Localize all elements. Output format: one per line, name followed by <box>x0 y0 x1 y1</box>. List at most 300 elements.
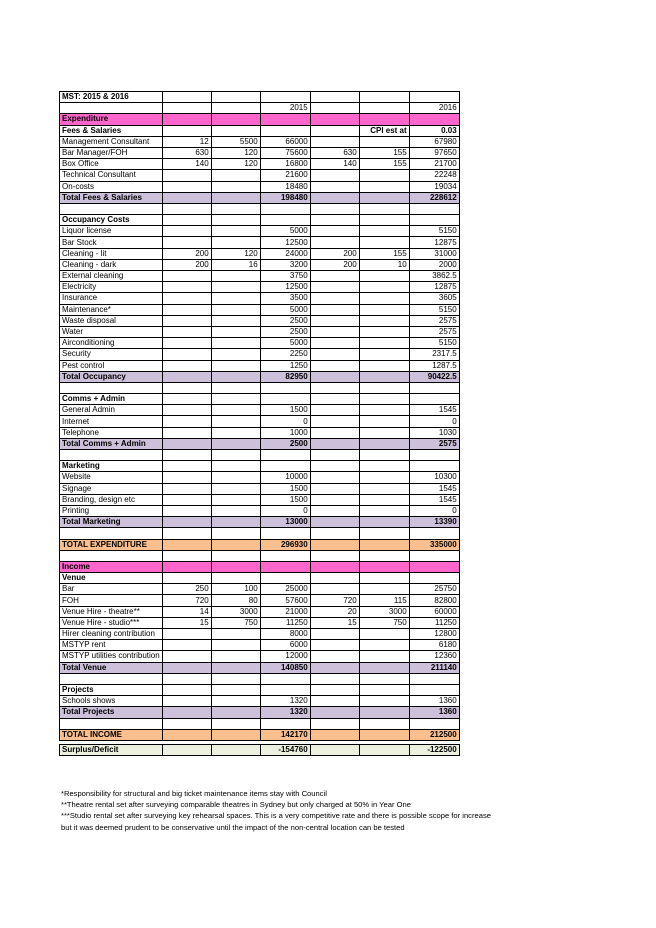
value-cell: 720 <box>310 595 359 606</box>
value-cell: 1287.5 <box>409 360 459 371</box>
value-cell <box>310 505 359 516</box>
value-cell: 1545 <box>409 494 459 505</box>
row-label-cell: Venue <box>60 573 163 584</box>
value-cell: 115 <box>359 595 409 606</box>
value-cell <box>162 517 211 528</box>
value-cell <box>310 293 359 304</box>
row-label-cell: Projects <box>60 684 163 695</box>
value-cell: 5500 <box>211 136 260 147</box>
value-cell <box>310 125 359 136</box>
value-cell: 5150 <box>409 338 459 349</box>
value-cell <box>310 483 359 494</box>
value-cell <box>211 573 260 584</box>
value-cell <box>162 92 211 103</box>
value-cell <box>162 718 211 729</box>
value-cell: 120 <box>211 159 260 170</box>
value-cell: 2500 <box>260 315 310 326</box>
value-cell: 2016 <box>409 103 459 114</box>
value-cell: 12360 <box>409 651 459 662</box>
value-cell <box>310 416 359 427</box>
sheet-row <box>60 293 460 304</box>
row-label-cell: MST: 2015 & 2016 <box>60 92 163 103</box>
value-cell <box>359 561 409 572</box>
sheet-row <box>60 136 460 147</box>
value-cell <box>359 673 409 684</box>
value-cell <box>162 394 211 405</box>
footnotes <box>61 788 621 833</box>
value-cell <box>211 461 260 472</box>
row-label-cell: Cleaning - lit <box>60 248 163 259</box>
value-cell: 198480 <box>260 192 310 203</box>
value-cell: 155 <box>359 248 409 259</box>
sheet-row <box>60 517 460 528</box>
value-cell <box>359 203 409 214</box>
value-cell <box>359 696 409 707</box>
row-label-cell: Printing <box>60 505 163 516</box>
value-cell <box>162 662 211 673</box>
value-cell: 630 <box>162 147 211 158</box>
value-cell <box>359 584 409 595</box>
value-cell: 90422.5 <box>409 371 459 382</box>
row-label-cell: MSTYP rent <box>60 640 163 651</box>
row-label-cell: Venue Hire - studio*** <box>60 617 163 628</box>
value-cell <box>162 427 211 438</box>
value-cell <box>310 651 359 662</box>
value-cell <box>310 528 359 539</box>
value-cell <box>162 696 211 707</box>
value-cell <box>260 114 310 125</box>
footnote-studio-rental: ***Studio rental set after surveying key rehearsal spaces. This is a very competitive rate and there is possible scope for increase <box>61 811 491 821</box>
sheet-row <box>60 427 460 438</box>
value-cell <box>310 271 359 282</box>
value-cell <box>260 673 310 684</box>
sheet-row <box>60 640 460 651</box>
value-cell <box>359 315 409 326</box>
value-cell <box>260 573 310 584</box>
value-cell: 200 <box>162 259 211 270</box>
value-cell: 16 <box>211 259 260 270</box>
value-cell <box>409 673 459 684</box>
row-label-cell: Schools shows <box>60 696 163 707</box>
value-cell: 630 <box>310 147 359 158</box>
row-label-cell: Income <box>60 561 163 572</box>
sheet-row <box>60 707 460 718</box>
value-cell <box>310 640 359 651</box>
sheet-row <box>60 450 460 461</box>
footnote-studio-rental-cont: but it was deemed prudent to be conservative until the impact of the non-central location can be tested <box>61 822 405 832</box>
value-cell: 3000 <box>211 606 260 617</box>
value-cell <box>211 718 260 729</box>
value-cell: 12800 <box>409 629 459 640</box>
row-label-cell: Bar Stock <box>60 237 163 248</box>
value-cell <box>359 651 409 662</box>
sheet-row <box>60 360 460 371</box>
sheet-row <box>60 617 460 628</box>
row-label-cell: Water <box>60 326 163 337</box>
value-cell: 25750 <box>409 584 459 595</box>
sheet-row <box>60 550 460 561</box>
value-cell <box>211 684 260 695</box>
value-cell: 0.03 <box>409 125 459 136</box>
value-cell: 2000 <box>409 259 459 270</box>
value-cell <box>310 450 359 461</box>
value-cell <box>359 371 409 382</box>
value-cell <box>162 438 211 449</box>
value-cell <box>310 315 359 326</box>
sheet-row <box>60 539 460 550</box>
value-cell <box>211 226 260 237</box>
value-cell: 1030 <box>409 427 459 438</box>
value-cell <box>211 114 260 125</box>
value-cell <box>211 181 260 192</box>
value-cell: 6180 <box>409 640 459 651</box>
value-cell: -154760 <box>260 744 310 755</box>
value-cell <box>310 181 359 192</box>
value-cell <box>211 472 260 483</box>
value-cell: 12000 <box>260 651 310 662</box>
value-cell: 60000 <box>409 606 459 617</box>
sheet-row <box>60 416 460 427</box>
value-cell <box>310 92 359 103</box>
value-cell <box>409 92 459 103</box>
value-cell: 335000 <box>409 539 459 550</box>
sheet-row <box>60 461 460 472</box>
value-cell <box>310 461 359 472</box>
value-cell <box>359 707 409 718</box>
sheet-row <box>60 147 460 158</box>
value-cell <box>359 304 409 315</box>
sheet-row <box>60 662 460 673</box>
value-cell <box>162 114 211 125</box>
value-cell <box>162 170 211 181</box>
value-cell <box>211 416 260 427</box>
value-cell <box>162 472 211 483</box>
value-cell <box>409 203 459 214</box>
row-label-cell: Total Comms + Admin <box>60 438 163 449</box>
value-cell <box>359 461 409 472</box>
sheet-row <box>60 371 460 382</box>
value-cell <box>359 103 409 114</box>
value-cell <box>162 103 211 114</box>
value-cell <box>211 438 260 449</box>
row-label-cell: External cleaning <box>60 271 163 282</box>
value-cell: 140 <box>310 159 359 170</box>
value-cell <box>162 461 211 472</box>
value-cell <box>260 382 310 393</box>
row-label-cell: Venue Hire - theatre** <box>60 606 163 617</box>
value-cell: 296930 <box>260 539 310 550</box>
sheet-row <box>60 729 460 740</box>
value-cell <box>310 718 359 729</box>
value-cell <box>310 744 359 755</box>
sheet-row <box>60 573 460 584</box>
value-cell: 57600 <box>260 595 310 606</box>
value-cell <box>260 215 310 226</box>
value-cell <box>359 92 409 103</box>
value-cell <box>310 684 359 695</box>
value-cell <box>359 528 409 539</box>
sheet-row <box>60 259 460 270</box>
value-cell <box>260 561 310 572</box>
value-cell: 75600 <box>260 147 310 158</box>
value-cell: 10000 <box>260 472 310 483</box>
sheet-row <box>60 696 460 707</box>
value-cell <box>310 662 359 673</box>
value-cell <box>211 371 260 382</box>
value-cell <box>310 382 359 393</box>
value-cell: 2015 <box>260 103 310 114</box>
value-cell <box>359 394 409 405</box>
value-cell: 0 <box>260 505 310 516</box>
sheet-row <box>60 203 460 214</box>
value-cell: 2575 <box>409 326 459 337</box>
value-cell <box>162 494 211 505</box>
value-cell <box>211 170 260 181</box>
row-label-cell <box>60 718 163 729</box>
value-cell <box>359 271 409 282</box>
value-cell <box>260 450 310 461</box>
row-label-cell <box>60 203 163 214</box>
value-cell: 67980 <box>409 136 459 147</box>
value-cell <box>359 405 409 416</box>
value-cell: 10 <box>359 259 409 270</box>
value-cell <box>409 718 459 729</box>
row-label-cell: Hirer cleaning contribution <box>60 629 163 640</box>
row-label-cell: Pest control <box>60 360 163 371</box>
row-label-cell: Cleaning - dark <box>60 259 163 270</box>
value-cell <box>359 517 409 528</box>
value-cell: 66000 <box>260 136 310 147</box>
sheet-row <box>60 629 460 640</box>
value-cell <box>260 394 310 405</box>
value-cell: 200 <box>310 248 359 259</box>
value-cell <box>359 293 409 304</box>
value-cell: 3862.5 <box>409 271 459 282</box>
value-cell <box>162 192 211 203</box>
value-cell <box>162 203 211 214</box>
value-cell <box>162 237 211 248</box>
value-cell: 12 <box>162 136 211 147</box>
value-cell: 12875 <box>409 282 459 293</box>
sheet-row <box>60 338 460 349</box>
value-cell: 80 <box>211 595 260 606</box>
value-cell <box>162 405 211 416</box>
value-cell <box>211 505 260 516</box>
value-cell <box>162 640 211 651</box>
value-cell <box>162 181 211 192</box>
value-cell <box>162 226 211 237</box>
value-cell <box>409 573 459 584</box>
value-cell <box>310 438 359 449</box>
value-cell <box>359 326 409 337</box>
value-cell: 82950 <box>260 371 310 382</box>
value-cell: 3750 <box>260 271 310 282</box>
footnote-maintenance: *Responsibility for structural and big ticket maintenance items stay with Council <box>61 789 327 798</box>
value-cell: 100 <box>211 584 260 595</box>
value-cell <box>162 550 211 561</box>
value-cell <box>310 573 359 584</box>
value-cell <box>260 718 310 729</box>
value-cell: 15 <box>310 617 359 628</box>
sheet-row <box>60 192 460 203</box>
value-cell <box>211 271 260 282</box>
value-cell <box>211 550 260 561</box>
value-cell <box>310 584 359 595</box>
value-cell <box>162 505 211 516</box>
value-cell: 15 <box>162 617 211 628</box>
value-cell: 13390 <box>409 517 459 528</box>
value-cell: 11250 <box>409 617 459 628</box>
value-cell <box>310 326 359 337</box>
row-label-cell: Total Occupancy <box>60 371 163 382</box>
value-cell <box>211 494 260 505</box>
value-cell <box>211 237 260 248</box>
value-cell <box>162 684 211 695</box>
value-cell <box>310 673 359 684</box>
value-cell: 1360 <box>409 696 459 707</box>
value-cell <box>310 405 359 416</box>
value-cell <box>359 450 409 461</box>
value-cell: 5150 <box>409 226 459 237</box>
value-cell <box>162 349 211 360</box>
value-cell: 0 <box>409 505 459 516</box>
value-cell: 5150 <box>409 304 459 315</box>
value-cell: 2575 <box>409 315 459 326</box>
value-cell: 1320 <box>260 707 310 718</box>
value-cell <box>162 707 211 718</box>
row-label-cell: General Admin <box>60 405 163 416</box>
value-cell <box>359 226 409 237</box>
value-cell <box>359 744 409 755</box>
value-cell <box>211 282 260 293</box>
value-cell <box>359 684 409 695</box>
value-cell <box>162 382 211 393</box>
value-cell: 1250 <box>260 360 310 371</box>
row-label-cell: Marketing <box>60 461 163 472</box>
row-label-cell <box>60 450 163 461</box>
value-cell: 142170 <box>260 729 310 740</box>
value-cell: 22248 <box>409 170 459 181</box>
value-cell: 8000 <box>260 629 310 640</box>
row-label-cell: Expenditure <box>60 114 163 125</box>
sheet-row <box>60 673 460 684</box>
value-cell <box>211 744 260 755</box>
row-label-cell: Total Projects <box>60 707 163 718</box>
value-cell <box>359 349 409 360</box>
value-cell <box>211 349 260 360</box>
sheet-row <box>60 181 460 192</box>
value-cell <box>310 338 359 349</box>
row-label-cell: Signage <box>60 483 163 494</box>
sheet-row <box>60 215 460 226</box>
row-label-cell <box>60 103 163 114</box>
value-cell <box>409 684 459 695</box>
value-cell <box>409 215 459 226</box>
value-cell <box>211 405 260 416</box>
value-cell: 2317.5 <box>409 349 459 360</box>
value-cell <box>211 394 260 405</box>
value-cell <box>162 215 211 226</box>
value-cell: 0 <box>260 416 310 427</box>
value-cell: 3605 <box>409 293 459 304</box>
value-cell <box>359 494 409 505</box>
value-cell: 3200 <box>260 259 310 270</box>
value-cell <box>359 640 409 651</box>
row-label-cell: Branding, design etc <box>60 494 163 505</box>
value-cell: 5000 <box>260 304 310 315</box>
value-cell <box>310 282 359 293</box>
sheet-row <box>60 405 460 416</box>
value-cell: 228612 <box>409 192 459 203</box>
value-cell <box>211 629 260 640</box>
sheet-row <box>60 315 460 326</box>
value-cell <box>359 438 409 449</box>
value-cell: 12500 <box>260 282 310 293</box>
row-label-cell: Electricity <box>60 282 163 293</box>
value-cell: 2500 <box>260 326 310 337</box>
value-cell: 211140 <box>409 662 459 673</box>
row-label-cell <box>60 550 163 561</box>
value-cell <box>211 673 260 684</box>
value-cell <box>409 550 459 561</box>
sheet-row <box>60 561 460 572</box>
value-cell: 12875 <box>409 237 459 248</box>
value-cell <box>359 505 409 516</box>
value-cell <box>310 472 359 483</box>
value-cell <box>310 427 359 438</box>
value-cell <box>162 282 211 293</box>
value-cell: 1500 <box>260 483 310 494</box>
value-cell <box>359 181 409 192</box>
sheet-row <box>60 237 460 248</box>
row-label-cell: Internet <box>60 416 163 427</box>
sheet-row <box>60 483 460 494</box>
value-cell <box>359 192 409 203</box>
row-label-cell: Website <box>60 472 163 483</box>
value-cell: 720 <box>162 595 211 606</box>
value-cell <box>310 360 359 371</box>
value-cell <box>211 304 260 315</box>
value-cell <box>359 136 409 147</box>
value-cell: 1000 <box>260 427 310 438</box>
value-cell: 2250 <box>260 349 310 360</box>
sheet-row <box>60 595 460 606</box>
value-cell: 10300 <box>409 472 459 483</box>
value-cell: 1320 <box>260 696 310 707</box>
value-cell <box>260 528 310 539</box>
value-cell <box>359 170 409 181</box>
value-cell <box>409 461 459 472</box>
value-cell <box>359 282 409 293</box>
value-cell: 6000 <box>260 640 310 651</box>
row-label-cell: Total Fees & Salaries <box>60 192 163 203</box>
sheet-row <box>60 282 460 293</box>
value-cell <box>162 483 211 494</box>
value-cell <box>310 629 359 640</box>
value-cell <box>162 371 211 382</box>
value-cell: 200 <box>162 248 211 259</box>
value-cell <box>310 394 359 405</box>
value-cell <box>310 707 359 718</box>
value-cell <box>310 371 359 382</box>
row-label-cell: Insurance <box>60 293 163 304</box>
value-cell <box>310 550 359 561</box>
sheet-row <box>60 606 460 617</box>
row-label-cell: Bar Manager/FOH <box>60 147 163 158</box>
row-label-cell: Management Consultant <box>60 136 163 147</box>
row-label-cell: Fees & Salaries <box>60 125 163 136</box>
value-cell: 16800 <box>260 159 310 170</box>
